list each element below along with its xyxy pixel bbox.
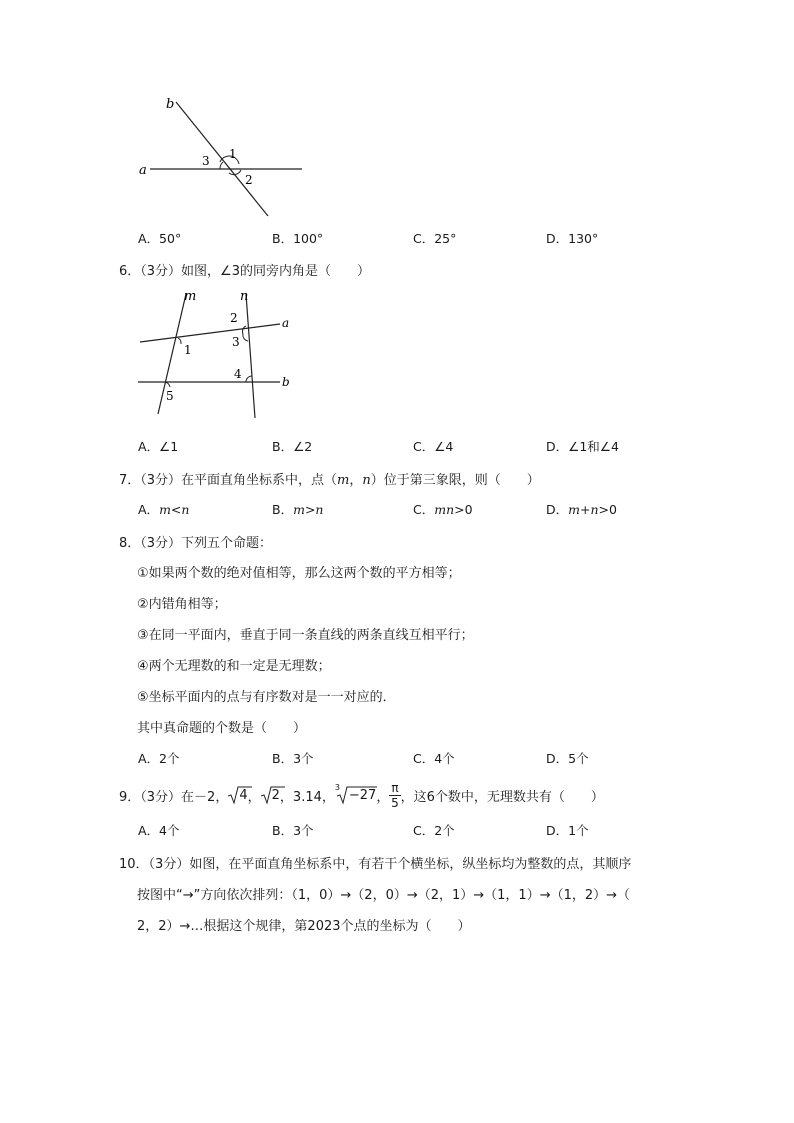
q6-label-b: b	[282, 375, 290, 389]
q5-label-3: 3	[202, 154, 210, 168]
q9-option-a[interactable]: A．4个	[138, 823, 180, 838]
q9-sqrt4	[228, 788, 247, 803]
q7-option-a-right: n	[181, 502, 190, 517]
q9-stem-suffix: ，这6个数中，无理数共有（ ）	[400, 789, 604, 805]
q6-line-n	[246, 294, 255, 418]
q7-option-d-left: m+n	[568, 502, 599, 517]
q7-option-d-right: 0	[609, 502, 617, 517]
q9-sqrt2	[261, 788, 280, 803]
q7-stem	[119, 469, 540, 488]
q6-label-1: 1	[184, 343, 192, 357]
q9-option-c[interactable]: C．2个	[413, 823, 455, 838]
q7-option-c[interactable]	[413, 500, 473, 518]
q6-label-3: 3	[232, 335, 240, 349]
q6-label-2: 2	[230, 311, 238, 325]
q6-option-b[interactable]: B．∠2	[272, 439, 313, 454]
q7-option-a-label: A．	[138, 502, 160, 517]
q7-option-c-left: mn	[434, 502, 455, 517]
q9-cbrt	[334, 782, 377, 803]
q8-option-b[interactable]: B．3个	[272, 751, 314, 766]
q5-option-b[interactable]: B．100°	[272, 231, 324, 246]
q7-option-b-label: B．	[272, 502, 294, 517]
q8-item-2: ②内错角相等；	[137, 597, 227, 612]
q8-option-c[interactable]: C．4个	[413, 751, 455, 766]
q7-stem-prefix: 7．（3分）在平面直角坐标系中，点（	[119, 473, 338, 488]
q5-label-a: a	[139, 163, 147, 178]
q8-item-1: ①如果两个数的绝对值相等，那么这两个数的平方相等；	[137, 566, 461, 581]
q9-sqrt4-sign	[228, 786, 252, 806]
q7-stem-suffix: ）位于第三象限，则（ ）	[370, 473, 540, 488]
q5-option-d[interactable]: D．130°	[546, 231, 599, 246]
q6-label-a: a	[282, 316, 290, 330]
q6-arc-2	[242, 326, 246, 334]
q5-arc-3	[220, 162, 223, 169]
q7-option-a-op: <	[170, 502, 182, 517]
q7-option-b[interactable]	[272, 500, 323, 518]
q6-option-d[interactable]: D．∠1和∠4	[546, 439, 619, 454]
q8-question: 其中真命题的个数是（ ）	[137, 721, 307, 736]
q7-option-b-op: >	[304, 502, 316, 517]
q6-stem: 6．（3分）如图，∠3的同旁内角是（ ）	[119, 264, 370, 279]
q8-item-5: ⑤坐标平面内的点与有序数对是一一对应的．	[137, 690, 396, 705]
q7-option-a-left: m	[159, 502, 171, 517]
q9-cbrt-index: 3	[334, 782, 340, 792]
q6-arc-4	[246, 376, 252, 382]
q6-label-5: 5	[166, 389, 174, 403]
q9-fraction-num: π	[391, 780, 399, 795]
q7-option-c-label: C．	[413, 502, 435, 517]
q6-option-a[interactable]: A．∠1	[138, 439, 179, 454]
q8-stem: 8．（3分）下列五个命题：	[119, 536, 273, 551]
q8-option-a[interactable]: A．2个	[138, 751, 180, 766]
q6-arc-1	[178, 338, 181, 344]
q8-option-d[interactable]: D．5个	[546, 751, 589, 766]
q9-comma-2: ，	[279, 789, 293, 805]
q7-sep: ，	[349, 473, 363, 488]
q7-option-d-op: >	[598, 502, 610, 517]
q9-sqrt4-radicand: 4	[239, 787, 248, 803]
q5-figure	[130, 94, 310, 220]
q6-line-a	[140, 324, 280, 342]
q5-option-a[interactable]: A．50°	[138, 231, 182, 246]
q9-stem	[119, 778, 604, 812]
q6-label-m: m	[184, 289, 197, 304]
q7-var-n: n	[362, 473, 371, 488]
q9-option-d[interactable]: D．1个	[546, 823, 589, 838]
q9-sqrt2-sign	[261, 786, 285, 806]
q9-fraction	[389, 781, 400, 810]
q9-mid: 3.14，	[292, 789, 335, 805]
q8-item-3: ③在同一平面内，垂直于同一条直线的两条直线互相平行；	[137, 628, 474, 643]
q6-label-4: 4	[234, 367, 242, 381]
q9-stem-prefix: 9．（3分）在－2，	[119, 789, 229, 805]
q6-label-n: n	[240, 289, 249, 304]
q9-cbrt-radicand: −27	[348, 787, 377, 803]
q6-arc-3	[243, 334, 248, 341]
q7-option-c-op: >	[454, 502, 465, 517]
q9-sqrt2-radicand: 2	[271, 787, 280, 803]
q5-label-b: b	[166, 97, 175, 112]
q9-cbrt-sign	[337, 786, 377, 806]
q7-option-a[interactable]	[138, 500, 189, 518]
q10-line-1: 10．（3分）如图，在平面直角坐标系中，有若干个横坐标，纵坐标均为整数的点，其顺序	[119, 857, 632, 872]
q8-item-4: ④两个无理数的和一定是无理数；	[137, 659, 331, 674]
q6-option-c[interactable]: C．∠4	[413, 439, 454, 454]
q10-line-3: 2，2）→…根据这个规律，第2023个点的坐标为（ ）	[137, 919, 471, 934]
q7-option-b-right: n	[315, 502, 324, 517]
q10-line-2: 按图中“→”方向依次排列：（1，0）→（2，0）→（2，1）→（1，1）→（1，2）→（	[137, 888, 631, 903]
q5-label-2: 2	[245, 173, 253, 187]
q5-option-c[interactable]: C．25°	[413, 231, 457, 246]
q7-option-d[interactable]	[546, 500, 617, 518]
q6-figure	[134, 286, 294, 422]
q9-option-b[interactable]: B．3个	[272, 823, 314, 838]
q7-var-m: m	[337, 473, 350, 488]
q5-label-1: 1	[229, 147, 237, 161]
q7-option-d-label: D．	[546, 502, 569, 517]
q7-option-c-right: 0	[464, 502, 473, 517]
q7-option-b-left: m	[293, 502, 305, 517]
q9-comma-1: ，	[247, 789, 261, 805]
q9-comma-3: ，	[376, 789, 390, 805]
q9-fraction-den: 5	[391, 795, 399, 810]
